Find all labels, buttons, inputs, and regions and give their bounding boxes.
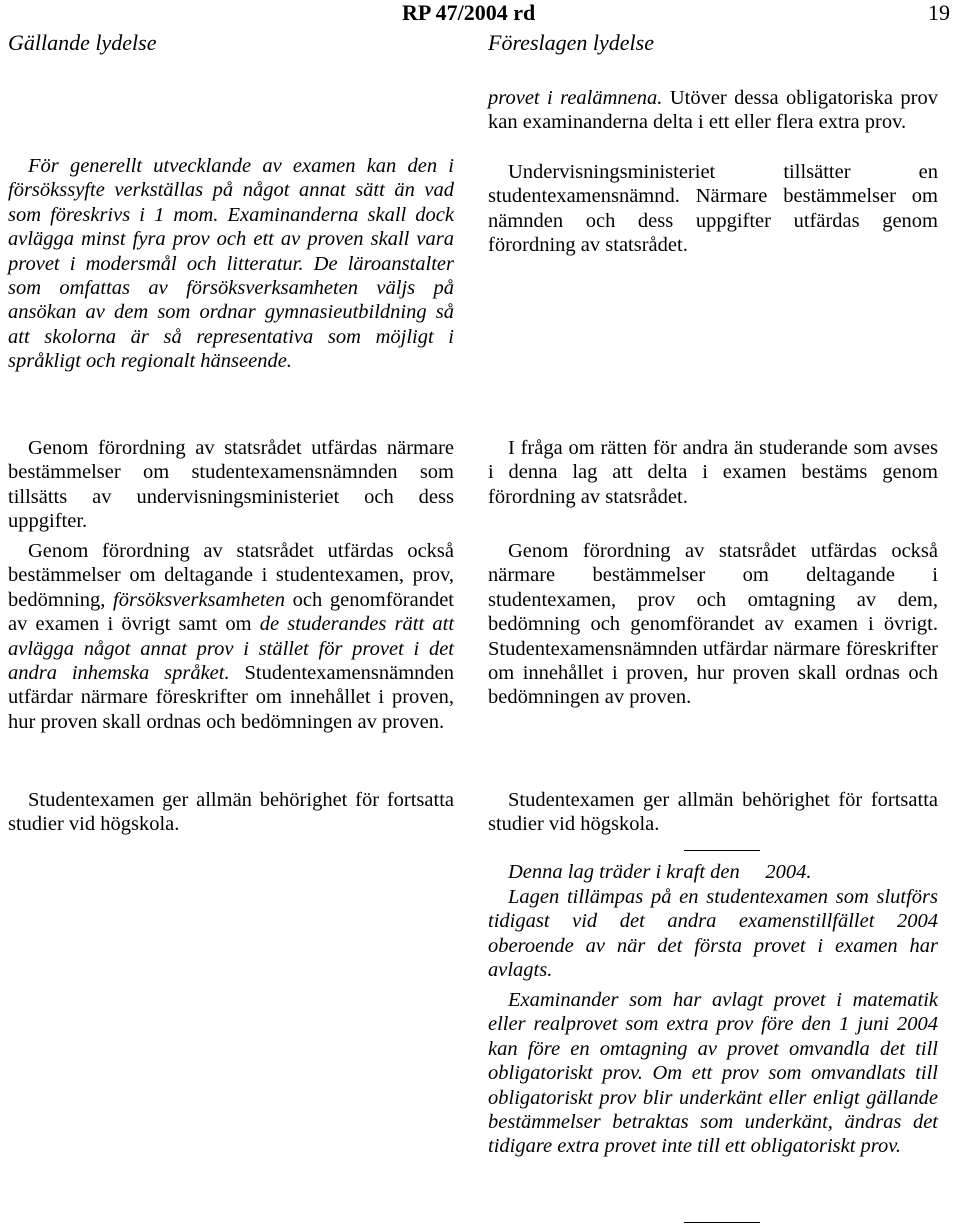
end-divider	[684, 1222, 760, 1223]
left-paragraph-3: Genom förordning av statsrådet utfärdas också bestämmelser om deltagande i studentexamen, prov, bedömning, försöksverksamheten och genomförandet av examen i övrigt samt om de studerandes rätt att avlägga något annat prov i stället för provet i det andra inhemska språket. Studentexamensnämnden utfärdar närmare föreskrifter om innehållet i proven, hur proven skall ordnas och bedömningen av proven.	[8, 540, 455, 733]
right-paragraph-1: provet i realämnena. Utöver dessa obligatoriska prov kan examinanderna delta i ett eller flera extra prov.	[488, 87, 938, 134]
left-paragraph-2: Genom förordning av statsrådet utfärdas närmare bestämmelser om studentexamensnämnden som tillsätts av undervisningsministeriet och dess uppgifter.	[8, 437, 454, 533]
right-paragraph-2: Undervisningsministeriet tillsätter en studentexamensnämnd. Närmare bestämmelser om nämnden och dess uppgifter utfärdas genom förordning av statsrådet.	[488, 161, 938, 257]
page-number: 19	[928, 0, 950, 25]
left-paragraph-4: Studentexamen ger allmän behörighet för fortsatta studier vid högskola.	[8, 789, 454, 836]
right-paragraph-3: I fråga om rätten för andra än studerande som avses i denna lag att delta i examen bestäms genom förordning av statsrådet.	[488, 437, 938, 508]
transition-provision-2: Examinander som har avlagt provet i matematik eller realprovet som extra prov före den 1 juni 2004 kan före en omtagning av provet omvandla det till obligatoriskt prov. Om ett prov som omvandlats till obligatoriskt prov blir underkänt eller enligt gällande bestämmelser betraktas som underkänt, ändras det tidigare extra provet inte till ett obligatoriskt prov.	[488, 989, 938, 1158]
right-paragraph-5: Studentexamen ger allmän behörighet för fortsatta studier vid högskola.	[488, 789, 938, 836]
right-paragraph-4: Genom förordning av statsrådet utfärdas också närmare bestämmelser om deltagande i studentexamen, prov och omtagning av dem, bedömning och genomförandet av examen i övrigt. Studentexamensnämnden utfärdar närmare föreskrifter om innehållet i proven, hur proven skall ordnas och bedömningen av proven.	[488, 540, 938, 709]
transition-provision-1: Lagen tillämpas på en studentexamen som slutförs tidigast vid det andra examenstillfället 2004 oberoende av när det första provet i examen har avlagts.	[488, 886, 938, 982]
section-divider	[684, 850, 760, 851]
document-id: RP 47/2004 rd	[402, 0, 536, 25]
page-header	[0, 0, 960, 60]
current-wording-heading: Gällande lydelse	[8, 30, 157, 55]
left-paragraph-1: För generellt utvecklande av examen kan den i försökssyfte verkställas på något annat sätt än vad som föreskrivs i 1 mom. Examinanderna skall dock avlägga minst fyra prov och ett av proven skall vara provet i modersmål och litteratur. De läroanstalter som omfattas av försöksverksamheten väljs på ansökan av dem som ordnar gymnasieutbildning så att skolorna är så representativa som möjligt i språkligt och regionalt hänseende.	[8, 155, 454, 373]
entry-into-force: Denna lag träder i kraft den 2004.	[508, 861, 812, 883]
proposed-wording-heading: Föreslagen lydelse	[488, 30, 654, 55]
